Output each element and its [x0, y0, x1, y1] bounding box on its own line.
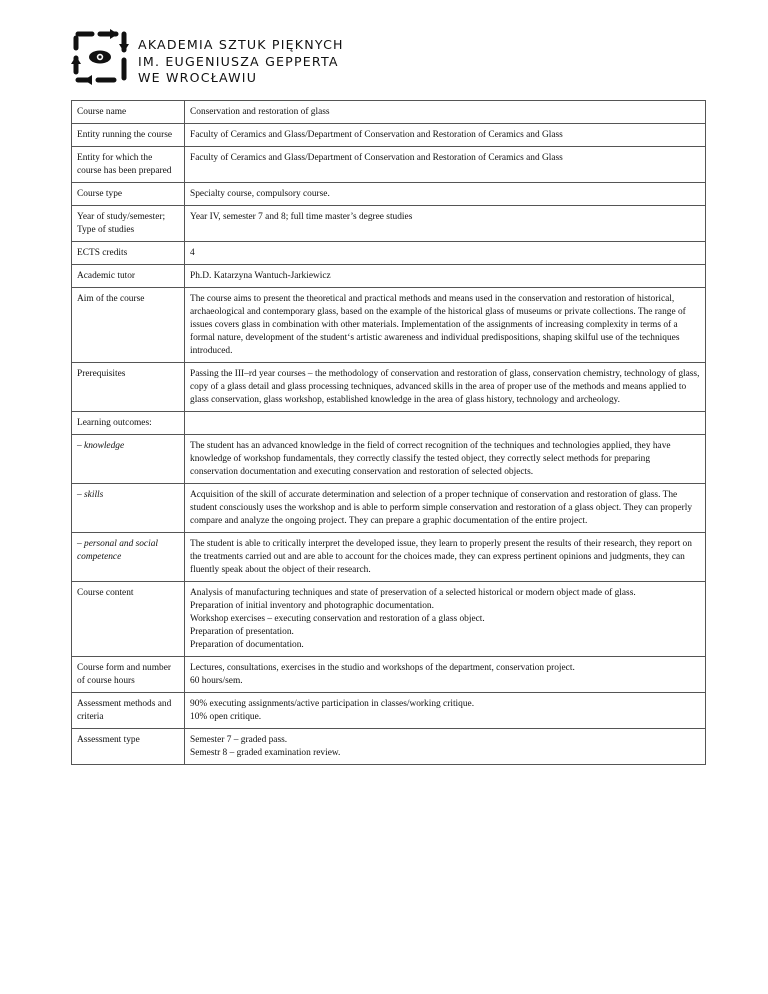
table-row — [72, 533, 706, 582]
row-value — [185, 101, 706, 124]
row-value-line: Analysis of manufacturing techniques and state of preservation of a selected historical or modern object made of glass. — [190, 588, 636, 598]
table-row — [72, 582, 706, 657]
row-value — [185, 582, 706, 657]
row-label: Aim of the course — [72, 288, 185, 363]
row-value-line: Passing the III–rd year courses – the methodology of conservation and restoration of glass, conservation chemistry, technology of glass, copy of a glass detail and glass processing techniques, advanced skills in the area of proper use of the methods and means applied to glass conservation, glass workshop, established knowledge in the area of glass history, technology and archeology. — [190, 369, 700, 405]
row-label: Entity for which the course has been prepared — [72, 147, 185, 183]
row-label: Assessment type — [72, 729, 185, 765]
row-label: Learning outcomes: — [72, 412, 185, 435]
row-value — [185, 206, 706, 242]
row-value — [185, 729, 706, 765]
row-value-line: Preparation of initial inventory and photographic documentation. — [190, 601, 434, 611]
row-value — [185, 412, 706, 435]
row-label: Academic tutor — [72, 265, 185, 288]
row-value-line: 90% executing assignments/active participation in classes/working critique. — [190, 699, 475, 709]
row-value-line: Lectures, consultations, exercises in the studio and workshops of the department, conservation project. — [190, 663, 575, 673]
table-row — [72, 729, 706, 765]
row-value — [185, 657, 706, 693]
page-header — [70, 28, 430, 90]
row-value-line: Faculty of Ceramics and Glass/Department of Conservation and Restoration of Ceramics and Glass — [190, 130, 563, 140]
row-label: – knowledge — [72, 435, 185, 484]
row-label: Course form and number of course hours — [72, 657, 185, 693]
table-row — [72, 484, 706, 533]
row-value-line: Preparation of documentation. — [190, 640, 304, 650]
row-label: – personal and social competence — [72, 533, 185, 582]
row-label: Prerequisites — [72, 363, 185, 412]
row-label: Course name — [72, 101, 185, 124]
row-value — [185, 265, 706, 288]
row-value-line: Specialty course, compulsory course. — [190, 189, 330, 199]
row-label: Assessment methods and criteria — [72, 693, 185, 729]
row-value-line: 60 hours/sem. — [190, 676, 243, 686]
row-label: – skills — [72, 484, 185, 533]
table-row — [72, 435, 706, 484]
table-row — [72, 693, 706, 729]
row-value-line: Semestr 8 – graded examination review. — [190, 748, 341, 758]
institution-name-line-2: IM. EUGENIUSZA GEPPERTA — [138, 53, 339, 69]
academy-logo-icon — [70, 28, 132, 86]
row-value-line: Faculty of Ceramics and Glass/Department of Conservation and Restoration of Ceramics and Glass — [190, 153, 563, 163]
table-row — [72, 412, 706, 435]
row-value — [185, 533, 706, 582]
row-value-line: Workshop exercises – executing conservation and restoration of a glass object. — [190, 614, 485, 624]
row-value — [185, 288, 706, 363]
row-value — [185, 363, 706, 412]
table-row — [72, 288, 706, 363]
row-value-line: The student has an advanced knowledge in the field of correct recognition of the techniques and technologies applied, they have knowledge of workshop fundamentals, they correctly classify the tested object, they correctly select methods for preparing conservation documentation and executing conservation and restoration of selected objects. — [190, 441, 671, 477]
institution-name-line-1: AKADEMIA SZTUK PIĘKNYCH — [138, 37, 344, 52]
table-row — [72, 124, 706, 147]
table-row — [72, 657, 706, 693]
course-syllabus-table — [71, 100, 706, 765]
table-row — [72, 265, 706, 288]
row-value — [185, 693, 706, 729]
row-value-line: The course aims to present the theoretical and practical methods and means used in the conservation and restoration of historical, archaeological and contemporary glass, based on the example of the historical glass of museums or private collections. The range of issues covers glass in combination with other materials. Implementation of the assignments of increasing complexity in terms of a formal nature, development of the student‘s artistic awareness and individual predispositions, shaping skilful use of the techniques introduced. — [190, 294, 686, 356]
institution-name-line-3: WE WROCŁAWIU — [138, 70, 258, 85]
row-value — [185, 183, 706, 206]
row-label: Entity running the course — [72, 124, 185, 147]
row-value-line: Ph.D. Katarzyna Wantuch-Jarkiewicz — [190, 271, 331, 281]
row-label: ECTS credits — [72, 242, 185, 265]
table-row — [72, 183, 706, 206]
table-row — [72, 363, 706, 412]
table-row — [72, 242, 706, 265]
row-value — [185, 147, 706, 183]
row-value — [185, 435, 706, 484]
row-value-line: Semester 7 – graded pass. — [190, 735, 288, 745]
institution-name — [138, 37, 344, 87]
row-value-line: Year IV, semester 7 and 8; full time master’s degree studies — [190, 212, 413, 222]
row-value — [185, 242, 706, 265]
table-row — [72, 206, 706, 242]
row-value — [185, 124, 706, 147]
row-value-line: 10% open critique. — [190, 712, 262, 722]
row-label: Course type — [72, 183, 185, 206]
row-value-line: The student is able to critically interpret the developed issue, they learn to properly present the results of their research, they report on the treatments carried out and are able to account for the choices made, they can express pertinent opinions and judgments, they can fluently speak about the object of their research. — [190, 539, 692, 575]
row-value-line: 4 — [190, 248, 195, 258]
row-value-line: Preparation of presentation. — [190, 627, 294, 637]
row-label: Course content — [72, 582, 185, 657]
row-value — [185, 484, 706, 533]
row-value-line: Acquisition of the skill of accurate determination and selection of a proper technique of conservation and restoration of glass. The student consciously uses the workshop and is able to perform simple conservation and restoration of a glass object. They can properly compare and analyze the ongoing project. They can prepare a graphic documentation of the entire project. — [190, 490, 693, 526]
table-row — [72, 147, 706, 183]
row-value-line: Conservation and restoration of glass — [190, 107, 330, 117]
row-label: Year of study/semester; Type of studies — [72, 206, 185, 242]
table-row — [72, 101, 706, 124]
